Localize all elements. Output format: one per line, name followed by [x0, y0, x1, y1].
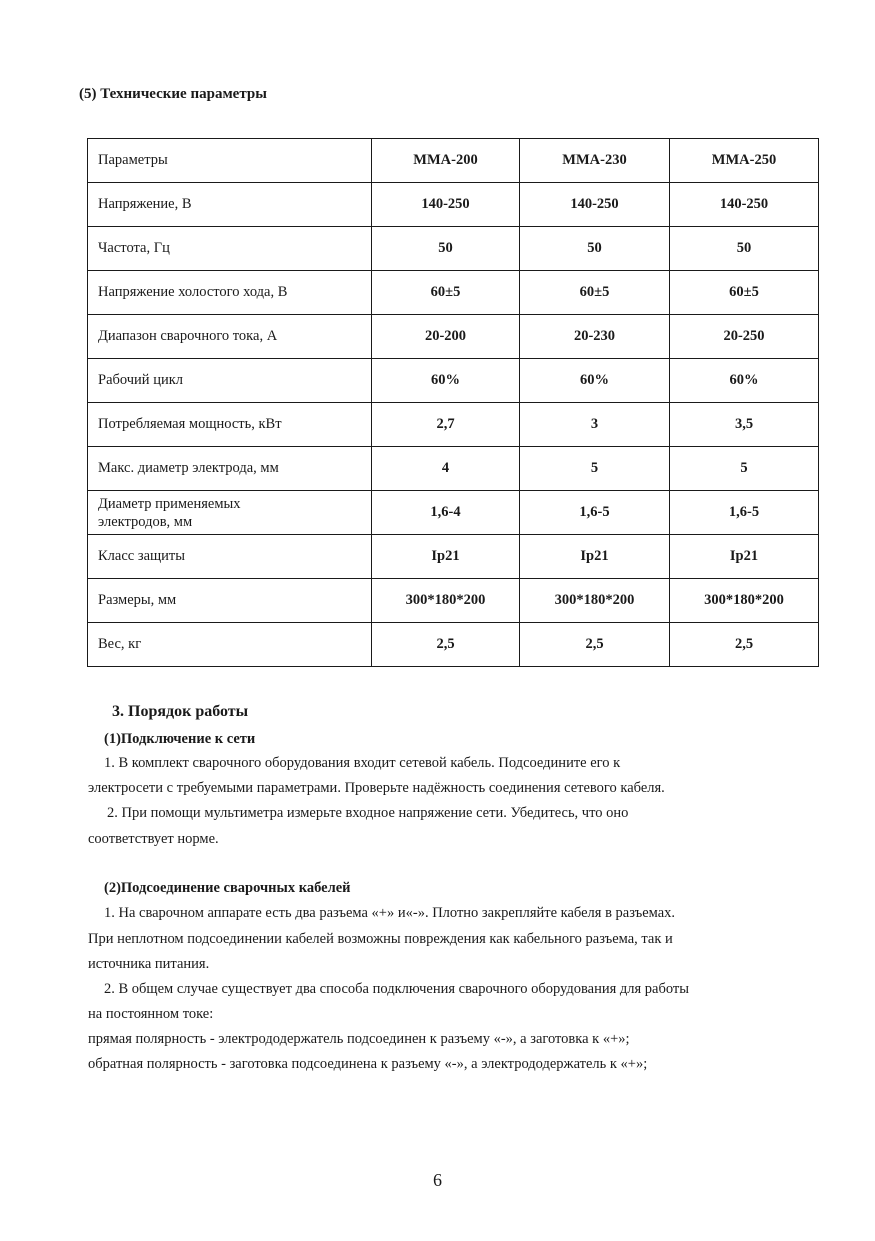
- table-row: [88, 227, 819, 271]
- row-label: Размеры, мм: [88, 579, 372, 623]
- table-row: [88, 315, 819, 359]
- row-value: 20-200: [372, 315, 520, 359]
- row-value: 2,5: [372, 623, 520, 667]
- table-row: [88, 579, 819, 623]
- row-label: Макс. диаметр электрода, мм: [88, 447, 372, 491]
- row-label: Рабочий цикл: [88, 359, 372, 403]
- network-subheading: (1)Подключение к сети: [104, 731, 256, 747]
- row-value: 60%: [520, 359, 670, 403]
- row-value: 140-250: [670, 183, 819, 227]
- row-label: [88, 491, 372, 535]
- row-value: 20-230: [520, 315, 670, 359]
- paragraph-line: на постоянном токе:: [88, 1006, 214, 1022]
- row-value: 2,5: [520, 623, 670, 667]
- paragraph-line: 2. В общем случае существует два способа подключения сварочного оборудования для работы: [104, 981, 689, 997]
- row-value: 300*180*200: [670, 579, 819, 623]
- paragraph-line: электросети с требуемыми параметрами. Проверьте надёжность соединения сетевого кабеля.: [88, 780, 665, 796]
- row-value: 60%: [372, 359, 520, 403]
- row-value: 1,6-4: [372, 491, 520, 535]
- table-header-cell: Параметры: [88, 139, 372, 183]
- row-label: Потребляемая мощность, кВт: [88, 403, 372, 447]
- row-value: 140-250: [520, 183, 670, 227]
- chapter-heading: 3. Порядок работы: [112, 703, 249, 720]
- table-row: [88, 271, 819, 315]
- row-value: 50: [372, 227, 520, 271]
- table-header-row: [88, 139, 819, 183]
- row-label: Напряжение холостого хода, В: [88, 271, 372, 315]
- table-row: [88, 491, 819, 535]
- row-value: 5: [520, 447, 670, 491]
- row-value: 140-250: [372, 183, 520, 227]
- paragraph-line: прямая полярность - электрододержатель подсоединен к разъему «-», а заготовка к «+»;: [88, 1031, 630, 1047]
- row-value: Ip21: [520, 535, 670, 579]
- table-row: [88, 183, 819, 227]
- row-label: Напряжение, В: [88, 183, 372, 227]
- row-value: 20-250: [670, 315, 819, 359]
- table-row: [88, 359, 819, 403]
- page-number: 6: [433, 1170, 442, 1190]
- row-value: 300*180*200: [520, 579, 670, 623]
- row-value: 60±5: [372, 271, 520, 315]
- row-value: 60±5: [520, 271, 670, 315]
- row-value: 3,5: [670, 403, 819, 447]
- row-label: Диапазон сварочного тока, А: [88, 315, 372, 359]
- specifications-table: [87, 138, 819, 667]
- row-value: 60±5: [670, 271, 819, 315]
- row-value: Ip21: [670, 535, 819, 579]
- row-label-line: электродов, мм: [98, 513, 193, 530]
- table-row: [88, 623, 819, 667]
- row-value: Ip21: [372, 535, 520, 579]
- paragraph-line: соответствует норме.: [88, 831, 219, 847]
- row-value: 3: [520, 403, 670, 447]
- row-value: 4: [372, 447, 520, 491]
- row-value: 60%: [670, 359, 819, 403]
- row-value: 50: [670, 227, 819, 271]
- row-value: 2,7: [372, 403, 520, 447]
- paragraph-line: 1. На сварочном аппарате есть два разъема «+» и«-». Плотно закрепляйте кабеля в разъемах.: [104, 905, 676, 921]
- row-label: Класс защиты: [88, 535, 372, 579]
- row-label: Вес, кг: [88, 623, 372, 667]
- row-value: 2,5: [670, 623, 819, 667]
- paragraph-line: 2. При помощи мультиметра измерьте входное напряжение сети. Убедитесь, что оно: [107, 805, 629, 821]
- row-value: 5: [670, 447, 819, 491]
- paragraph-line: При неплотном подсоединении кабелей возможны повреждения как кабельного разъема, так и: [88, 931, 673, 947]
- row-label-line: Диаметр применяемых: [98, 495, 241, 512]
- row-value: 1,6-5: [520, 491, 670, 535]
- row-value: 300*180*200: [372, 579, 520, 623]
- table-row: [88, 403, 819, 447]
- row-value: 50: [520, 227, 670, 271]
- paragraph-line: источника питания.: [88, 956, 210, 972]
- table-row: [88, 447, 819, 491]
- paragraph-line: 1. В комплект сварочного оборудования входит сетевой кабель. Подсоедините его к: [104, 755, 621, 771]
- row-label: Частота, Гц: [88, 227, 372, 271]
- table-header-cell: ММА-230: [520, 139, 670, 183]
- table-header-cell: ММА-250: [670, 139, 819, 183]
- table-header-cell: ММА-200: [372, 139, 520, 183]
- row-value: 1,6-5: [670, 491, 819, 535]
- section-heading: (5) Технические параметры: [79, 86, 267, 102]
- cables-subheading: (2)Подсоединение сварочных кабелей: [104, 880, 351, 896]
- table-row: [88, 535, 819, 579]
- paragraph-line: обратная полярность - заготовка подсоединена к разъему «-», а электрододержатель к «+»;: [88, 1056, 648, 1072]
